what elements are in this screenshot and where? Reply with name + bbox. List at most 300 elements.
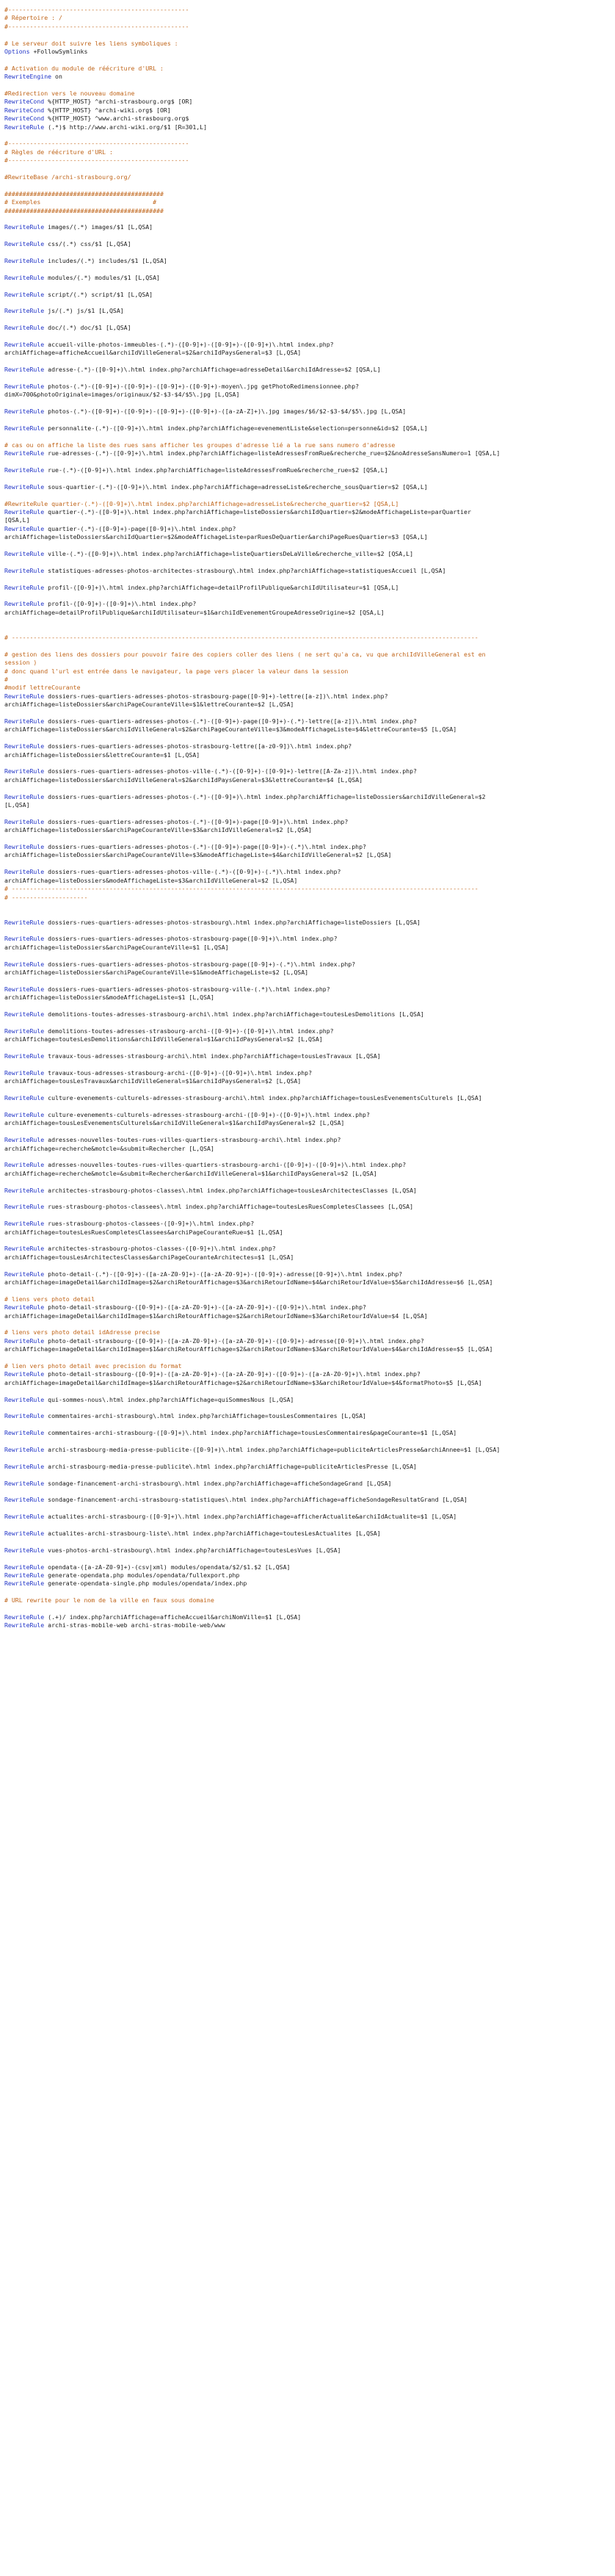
directive-arguments: %{HTTP_HOST} ^archi-wiki.org$ [OR] [44, 106, 171, 114]
continuation-line [4, 1145, 615, 1153]
directive-keyword: RewriteRule [4, 1052, 45, 1060]
directive-keyword: RewriteRule [4, 1580, 45, 1588]
comment-line [4, 156, 615, 164]
directive-keyword: RewriteRule [4, 550, 45, 558]
directive-line [4, 508, 615, 516]
directive-arguments: images/(.*) images/$1 [L,QSA] [44, 223, 153, 231]
comment-line [4, 173, 615, 181]
continuation-line [4, 851, 615, 859]
comment-line [4, 190, 615, 198]
blank-line [4, 299, 615, 307]
directive-line [4, 1496, 615, 1504]
directive-keyword: RewriteRule [4, 1395, 45, 1403]
directive-line [4, 1613, 615, 1621]
directive-line [4, 1069, 615, 1077]
directive-arguments: (.+)/ index.php?archiAffichage=afficheAccueil&archiNomVille=$1 [L,QSA] [44, 1613, 302, 1621]
blank-line [4, 131, 615, 140]
blank-line [4, 1320, 615, 1328]
continuation-line [4, 1379, 615, 1387]
continuation-line [4, 1253, 615, 1262]
directive-keyword: RewriteRule [4, 1186, 45, 1194]
blank-line [4, 249, 615, 257]
directive-keyword: RewriteRule [4, 1027, 45, 1035]
directive-keyword: RewriteRule [4, 257, 45, 265]
blank-line [4, 1438, 615, 1446]
directive-arguments: rues-strasbourg-photos-classees\.html index.php?archiAffichage=toutesLesRuesCompletesClassees [L,QSA] [44, 1203, 414, 1211]
comment-line [4, 667, 615, 676]
directive-arguments: vues-photos-archi-strasbourg\.html index.php?archiAffichage=toutesLesVues [L,QSA] [44, 1546, 341, 1554]
directive-keyword: RewriteRule [4, 524, 45, 532]
continuation-text: archiAffichage=recherche&motcle=&submit=Rechercher [L,QSA] [4, 1144, 214, 1152]
blank-line [4, 215, 615, 223]
directive-line [4, 73, 615, 81]
directive-keyword: RewriteRule [4, 341, 45, 349]
directive-line [4, 1580, 615, 1588]
comment-line [4, 651, 615, 659]
blank-line [4, 1178, 615, 1186]
directive-keyword: RewriteRule [4, 1161, 45, 1169]
continuation-line [4, 391, 615, 399]
blank-line [4, 1505, 615, 1513]
directive-arguments: commentaires-archi-strasbourg-([0-9]+)\.html index.php?archiAffichage=tousLesCommentaires&pageCourante=$1 [L,QSA] [44, 1429, 457, 1437]
directive-arguments: dossiers-rues-quartiers-adresses-photos-strasbourg-ville-(.*)\.html index.php? [44, 985, 330, 993]
directive-line [4, 935, 615, 943]
blank-line [4, 474, 615, 482]
directive-arguments: %{HTTP_HOST} ^archi-strasbourg.org$ [OR] [44, 98, 193, 106]
directive-keyword: RewriteCond [4, 106, 45, 114]
directive-line [4, 48, 615, 56]
comment-text: # liens vers photo detail idAdresse precise [4, 1328, 160, 1336]
comment-text: # --------------------------------------------------------------------------------------------------------------------------------- [4, 885, 478, 893]
blank-line [4, 809, 615, 817]
directive-line [4, 307, 615, 315]
directive-line [4, 424, 615, 433]
blank-line [4, 1555, 615, 1563]
directive-arguments: adresses-nouvelles-toutes-rues-villes-quartiers-strasbourg-archi-([0-9]+)-([0-9]+)\.html index.php? [44, 1161, 407, 1169]
comment-text: # Exemples # [4, 198, 157, 206]
directive-line [4, 584, 615, 592]
directive-keyword: RewriteRule [4, 1336, 45, 1345]
directive-line [4, 1161, 615, 1169]
directive-keyword: RewriteRule [4, 1094, 45, 1102]
continuation-text: archiAffichage=imageDetail&archiIdImage=$1&archiRetourAffichage=$2&archiRetourIdName=$3&archiRetourIdValue=$4 [L,QSA] [4, 1311, 428, 1320]
comment-text: session ) [4, 659, 37, 667]
directive-line [4, 793, 615, 801]
directive-arguments: dossiers-rues-quartiers-adresses-photos-(.*)-([0-9]+)-page([0-9]+)-(.*)\.html index.php? [44, 843, 366, 851]
directive-line [4, 1027, 615, 1035]
blank-line [4, 927, 615, 935]
continuation-line [4, 826, 615, 834]
blank-line [4, 1061, 615, 1069]
directive-arguments: culture-evenements-culturels-adresses-strasbourg-archi\.html index.php?archiAffichage=tousLesEvenementsCulturels [L,QSA] [44, 1094, 482, 1102]
directive-keyword: RewriteRule [4, 935, 45, 943]
directive-arguments: archi-strasbourg-media-presse-publicite\.html index.php?archiAffichage=publiciteArticlesPresse [L,QSA] [44, 1462, 417, 1470]
directive-keyword: RewriteRule [4, 717, 45, 726]
directive-line [4, 717, 615, 726]
blank-line [4, 575, 615, 583]
comment-text: # URL rewrite pour le nom de la ville en faux sous domaine [4, 1596, 214, 1604]
continuation-text: archiAffichage=afficheAccueil&archiIdVilleGeneral=$2&archiIdPaysGeneral=$3 [L,QSA] [4, 349, 302, 357]
directive-line [4, 1480, 615, 1488]
blank-line [4, 491, 615, 499]
directive-keyword: RewriteRule [4, 1621, 45, 1629]
comment-line [4, 1295, 615, 1303]
directive-keyword: RewriteRule [4, 1462, 45, 1470]
directive-keyword: RewriteRule [4, 424, 45, 433]
blank-line [4, 1287, 615, 1295]
directive-line [4, 818, 615, 826]
directive-keyword: RewriteRule [4, 1245, 45, 1253]
directive-keyword: RewriteRule [4, 1529, 45, 1537]
directive-arguments: quartier-(.*)-([0-9]+)-page([0-9]+)\.html index.php? [44, 524, 236, 532]
directive-keyword: RewriteRule [4, 985, 45, 993]
continuation-line [4, 533, 615, 541]
directive-keyword: RewriteRule [4, 583, 45, 591]
directive-line [4, 408, 615, 416]
comment-text: #Redirection vers le nouveau domaine [4, 90, 135, 98]
directive-line [4, 692, 615, 701]
directive-keyword: RewriteRule [4, 692, 45, 700]
directive-arguments: archi-stras-mobile-web archi-stras-mobile-web/www [44, 1621, 225, 1629]
blank-line [4, 1387, 615, 1395]
comment-line [4, 40, 615, 48]
continuation-text: archiAffichage=imageDetail&archiIdImage=$1&archiRetourAffichage=$2&archiRetourIdName=$3&archiRetourIdValue=$4&archiIdAdresse=$5 [L,QSA] [4, 1345, 493, 1353]
blank-line [4, 642, 615, 650]
comment-text: # [4, 676, 8, 684]
directive-keyword: RewriteRule [4, 123, 45, 131]
blank-line [4, 617, 615, 625]
directive-arguments: dossiers-rues-quartiers-adresses-photos-(.*)-([0-9]+)\.html index.php?archiAffichage=listeDossiers&archiIdVilleGeneral=$2 [44, 792, 486, 800]
blank-line [4, 232, 615, 240]
blank-line [4, 56, 615, 64]
directive-line [4, 1010, 615, 1019]
directive-arguments: opendata-([a-zA-Z0-9]+)-(csv|xml) modules/opendata/$2/$1.$2 [L,QSA] [44, 1563, 291, 1571]
continuation-text: archiAffichage=listeDossiers&modeAffichageListe=$1 [L,QSA] [4, 994, 214, 1002]
continuation-line [4, 776, 615, 784]
continuation-line [4, 349, 615, 357]
directive-line [4, 366, 615, 374]
blank-line [4, 416, 615, 424]
blank-line [4, 358, 615, 366]
comment-text: #RewriteBase /archi-strasbourg.org/ [4, 173, 131, 181]
blank-line [4, 31, 615, 39]
continuation-text: archiAffichage=listeDossiers&archiPageCouranteVille=$1&modeAffichageListe=$2 [L,QSA] [4, 969, 309, 977]
continuation-line [4, 1119, 615, 1127]
directive-line [4, 868, 615, 876]
blank-line [4, 709, 615, 717]
directive-keyword: RewriteRule [4, 307, 45, 315]
directive-line [4, 341, 615, 349]
continuation-text: archiAffichage=tousLesTravaux&archiIdVilleGeneral=$1&archiIdPaysGeneral=$2 [L,QSA] [4, 1077, 302, 1085]
directive-keyword: RewriteRule [4, 1270, 45, 1278]
directive-arguments: rue-(.*)-([0-9]+)\.html index.php?archiAffichage=listeAdressesFromRue&recherche_rue=$2 [QSA,L] [44, 466, 388, 474]
comment-text: # lien vers photo detail avec precision du format [4, 1361, 182, 1370]
directive-arguments: dossiers-rues-quartiers-adresses-photos-strasbourg\.html index.php?archiAffichage=listeDossiers [L,QSA] [44, 918, 421, 926]
directive-arguments: css/(.*) css/$1 [L,QSA] [44, 240, 131, 248]
directive-arguments: js/(.*) js/$1 [L,QSA] [44, 307, 124, 315]
blank-line [4, 1212, 615, 1220]
directive-keyword: RewriteRule [4, 1220, 45, 1228]
directive-line [4, 449, 615, 457]
directive-arguments: %{HTTP_HOST} ^www.archi-strasbourg.org$ [44, 115, 189, 123]
comment-text: ############################################ [4, 189, 164, 198]
directive-keyword: RewriteRule [4, 408, 45, 416]
directive-arguments: photos-(.*)-([0-9]+)-([0-9]+)-([0-9]+)-([0-9]+)-moyen\.jpg getPhotoRedimensionnee.php? [44, 383, 360, 391]
directive-arguments: qui-sommes-nous\.html index.php?archiAffichage=quiSommesNous [L,QSA] [44, 1395, 294, 1403]
continuation-text: archiAffichage=listeDossiers&archiIdQuartier=$2&modeAffichageListe=parRuesDeQuartier&archiPageRuesQuartier=$3 [QSA,L] [4, 533, 428, 541]
directive-line [4, 1245, 615, 1253]
directive-line [4, 1094, 615, 1102]
directive-keyword: RewriteRule [4, 383, 45, 391]
directive-arguments: profil-([0-9]+)-([0-9]+)\.html index.php? [44, 600, 197, 608]
directive-keyword: RewriteRule [4, 1479, 45, 1487]
continuation-text: archiAffichage=imageDetail&archiIdImage=$1&archiRetourAffichage=$2&archiRetourIdName=$3&archiRetourIdValue=$4&formatPhoto=$5 [L,QSA] [4, 1378, 482, 1386]
blank-line [4, 1488, 615, 1496]
blank-line [4, 399, 615, 408]
directive-keyword: RewriteRule [4, 1303, 45, 1311]
blank-line [4, 558, 615, 566]
directive-keyword: RewriteEngine [4, 73, 52, 81]
comment-line [4, 148, 615, 156]
directive-keyword: RewriteRule [4, 1136, 45, 1144]
comment-line [4, 1362, 615, 1370]
directive-line [4, 742, 615, 750]
directive-keyword: RewriteRule [4, 792, 45, 800]
directive-keyword: RewriteRule [4, 566, 45, 574]
directive-arguments: sondage-financement-archi-strasbourg\.html index.php?archiAffichage=afficheSondageGrand [L,QSA] [44, 1479, 392, 1487]
directive-arguments: travaux-tous-adresses-strasbourg-archi-([0-9]+)-([0-9]+)\.html index.php? [44, 1068, 313, 1077]
comment-text: # Activation du module de réécriture d'URL : [4, 64, 164, 72]
continuation-text: archiAffichage=listeDossiers&lettreCourante=$1 [L,QSA] [4, 750, 200, 759]
directive-line [4, 1203, 615, 1211]
directive-keyword: RewriteRule [4, 1546, 45, 1554]
continuation-text: archiAffichage=listeDossiers&archiPageCouranteVille=$1 [L,QSA] [4, 943, 229, 951]
directive-keyword: RewriteRule [4, 223, 45, 231]
directive-line [4, 1546, 615, 1555]
directive-keyword: RewriteRule [4, 482, 45, 491]
directive-line [4, 985, 615, 994]
continuation-text: archiAffichage=tousLesArchitectesClasses&archiPageCouranteArchitectes=$1 [L,QSA] [4, 1253, 294, 1261]
continuation-line [4, 1229, 615, 1237]
blank-line [4, 1019, 615, 1027]
directive-line [4, 1621, 615, 1629]
directive-keyword: RewriteRule [4, 273, 45, 281]
directive-arguments: actualites-archi-strasbourg-([0-9]+)\.html index.php?archiAffichage=afficherActualite&archiIdActualite=$1 [L,QSA] [44, 1513, 457, 1521]
continuation-text: archiAffichage=listeDossiers&archiPageCouranteVille=$3&archiIdVilleGeneral=$2 [L,QSA] [4, 826, 312, 834]
blank-line [4, 542, 615, 550]
directive-arguments: rue-adresses-(.*)-([0-9]+)\.html index.php?archiAffichage=listeAdressesFromRue&recherche_rue=$2&noAdresseSansNumero=1 [QSA,L] [44, 449, 501, 457]
directive-keyword: Options [4, 48, 30, 56]
comment-line [4, 441, 615, 449]
directive-line [4, 1396, 615, 1404]
comment-text: #-------------------------------------------------- [4, 6, 189, 13]
directive-keyword: RewriteRule [4, 1203, 45, 1211]
blank-line [4, 265, 615, 273]
directive-keyword: RewriteRule [4, 1496, 45, 1504]
comment-text: # Répertoire : / [4, 14, 62, 22]
continuation-line [4, 969, 615, 977]
comment-line [4, 14, 615, 22]
comment-text: #RewriteRule quartier-(.*)-([0-9]+)\.html index.php?archiAffichage=adresseListe&recherche_quartier=$2 [QSA,L] [4, 499, 399, 507]
directive-line [4, 257, 615, 265]
blank-line [4, 1522, 615, 1530]
directive-line [4, 123, 615, 131]
comment-text: # --------------------- [4, 893, 88, 901]
comment-text: # cas ou on affiche la liste des rues sans afficher les groupes d'adresse lié a la rue sans numero d'adresse [4, 441, 396, 449]
blank-line [4, 181, 615, 189]
directive-arguments: photo-detail-strasbourg-([0-9]+)-([a-zA-Z0-9]+)-([a-zA-Z0-9]+)-([0-9]+)-adresse([0-9]+)\.html index.php? [44, 1336, 424, 1345]
directive-arguments: dossiers-rues-quartiers-adresses-photos-strasbourg-page([0-9]+)\.html index.php? [44, 935, 338, 943]
directive-arguments: dossiers-rues-quartiers-adresses-photos-ville-(.*)-([0-9]+)-([0-9]+)-lettre([A-Za-z])\.html index.php? [44, 767, 417, 775]
comment-text: # Règles de réécriture d'URL : [4, 148, 113, 156]
blank-line [4, 1195, 615, 1203]
directive-line [4, 1303, 615, 1311]
directive-keyword: RewriteCond [4, 98, 45, 106]
continuation-line [4, 1170, 615, 1178]
directive-line [4, 240, 615, 248]
directive-arguments: photo-detail-strasbourg-([0-9]+)-([a-zA-Z0-9]+)-([a-zA-Z0-9]+)-([0-9]+)\.html index.php? [44, 1303, 366, 1311]
blank-line [4, 902, 615, 910]
blank-line [4, 1588, 615, 1596]
directive-line [4, 767, 615, 775]
blank-line [4, 626, 615, 634]
blank-line [4, 1605, 615, 1613]
directive-arguments: commentaires-archi-strasbourg\.html index.php?archiAffichage=tousLesCommentaires [L,QSA] [44, 1412, 366, 1420]
continuation-text: archiAffichage=listeDossiers&archiIdVilleGeneral=$2&archiPageCouranteVille=$3&modeAffichageListe=$4&lettreCourante=$5 [L,QSA] [4, 726, 457, 734]
directive-line [4, 383, 615, 391]
directive-line [4, 115, 615, 123]
directive-line [4, 525, 615, 533]
blank-line [4, 1044, 615, 1052]
comment-text: #-------------------------------------------------- [4, 22, 189, 30]
blank-line [4, 1538, 615, 1546]
blank-line [4, 835, 615, 843]
directive-arguments: (.*)$ http://www.archi-wiki.org/$1 [R=301,L] [44, 123, 208, 131]
directive-arguments: travaux-tous-adresses-strasbourg-archi\.html index.php?archiAffichage=tousLesTravaux [L,QSA] [44, 1052, 381, 1060]
blank-line [4, 433, 615, 441]
directive-arguments: dossiers-rues-quartiers-adresses-photos-strasbourg-page([0-9]+)-(.*)\.html index.php? [44, 960, 356, 968]
comment-line [4, 894, 615, 902]
directive-keyword: RewriteRule [4, 508, 45, 516]
continuation-line [4, 994, 615, 1002]
comment-line [4, 885, 615, 893]
blank-line [4, 1421, 615, 1429]
directive-arguments: photo-detail-(.*)-([0-9]+)-([a-zA-Z0-9]+)-([a-zA-Z0-9]+)-([0-9]+)-adresse([0-9]+)\.html index.php? [44, 1270, 403, 1278]
continuation-line [4, 516, 615, 524]
continuation-text: archiAffichage=toutesLesRuesCompletesClassees&archiPageCouranteRue=$1 [L,QSA] [4, 1228, 283, 1236]
blank-line [4, 1153, 615, 1161]
comment-line [4, 634, 615, 642]
blank-line [4, 1002, 615, 1010]
comment-line [4, 1328, 615, 1336]
continuation-line [4, 1312, 615, 1320]
directive-arguments: architectes-strasbourg-photos-classes-([0-9]+)\.html index.php? [44, 1245, 276, 1253]
comment-line [4, 1596, 615, 1604]
directive-arguments: actualites-archi-strasbourg-liste\.html index.php?archiAffichage=toutesLesActualites [L,QSA] [44, 1529, 381, 1537]
directive-keyword: RewriteRule [4, 1429, 45, 1437]
directive-keyword: RewriteRule [4, 466, 45, 474]
comment-text: ############################################ [4, 206, 164, 214]
directive-keyword: RewriteRule [4, 817, 45, 825]
continuation-text: archiAffichage=recherche&motcle=&submit=Rechercher&archiIdVilleGeneral=$1&archiIdPaysGeneral=$2 [L,QSA] [4, 1169, 377, 1177]
continuation-line [4, 877, 615, 885]
directive-keyword: RewriteRule [4, 1068, 45, 1077]
directive-keyword: RewriteRule [4, 240, 45, 248]
directive-arguments: on [51, 73, 62, 81]
directive-keyword: RewriteRule [4, 1613, 45, 1621]
continuation-line [4, 701, 615, 709]
comment-text: # --------------------------------------------------------------------------------------------------------------------------------- [4, 634, 478, 642]
directive-line [4, 324, 615, 332]
directive-arguments: demolitions-toutes-adresses-strasbourg-archi-([0-9]+)-([0-9]+)\.html index.php? [44, 1027, 334, 1035]
continuation-line [4, 1077, 615, 1085]
comment-line [4, 90, 615, 98]
directive-arguments: rues-strasbourg-photos-classees-([0-9]+)\.html index.php? [44, 1220, 255, 1228]
directive-line [4, 1270, 615, 1278]
directive-keyword: RewriteRule [4, 1445, 45, 1453]
directive-keyword: RewriteRule [4, 449, 45, 457]
comment-text: #-------------------------------------------------- [4, 140, 189, 148]
directive-line [4, 1530, 615, 1538]
continuation-text: archiAffichage=listeDossiers&modeAffichageListe=$3&archiIdVilleGeneral=$2 [L,QSA] [4, 876, 298, 884]
directive-line [4, 1370, 615, 1378]
blank-line [4, 1086, 615, 1094]
continuation-line [4, 1345, 615, 1353]
directive-keyword: RewriteRule [4, 843, 45, 851]
directive-keyword: RewriteRule [4, 1513, 45, 1521]
directive-line [4, 960, 615, 969]
comment-line [4, 23, 615, 31]
comment-line [4, 684, 615, 692]
directive-line [4, 1446, 615, 1454]
directive-keyword: RewriteRule [4, 1412, 45, 1420]
directive-keyword: RewriteRule [4, 1571, 45, 1579]
continuation-line [4, 1035, 615, 1043]
blank-line [4, 952, 615, 960]
directive-arguments: script/(.*) script/$1 [L,QSA] [44, 290, 153, 298]
comment-text: #modif lettreCourante [4, 684, 81, 692]
directive-line [4, 1463, 615, 1471]
directive-line [4, 1563, 615, 1571]
directive-line [4, 567, 615, 575]
continuation-line [4, 944, 615, 952]
comment-text: # Le serveur doit suivre les liens symboliques : [4, 39, 178, 47]
continuation-text: [L,QSA] [4, 801, 30, 809]
directive-keyword: RewriteCond [4, 115, 45, 123]
directive-keyword: RewriteRule [4, 1010, 45, 1019]
comment-line [4, 659, 615, 667]
directive-keyword: RewriteRule [4, 366, 45, 374]
directive-line [4, 1429, 615, 1437]
directive-arguments: dossiers-rues-quartiers-adresses-photos-strasbourg-page([0-9]+)-lettre([a-z])\.html index.php? [44, 692, 388, 700]
blank-line [4, 333, 615, 341]
directive-keyword: RewriteRule [4, 1370, 45, 1378]
directive-arguments: doc/(.*) doc/$1 [L,QSA] [44, 324, 131, 332]
directive-keyword: RewriteRule [4, 1110, 45, 1118]
directive-arguments: statistiques-adresses-photos-architectes-strasbourg\.html index.php?archiAffichage=statistiquesAccueil [L,QSA] [44, 566, 446, 574]
comment-line [4, 207, 615, 215]
directive-line [4, 1187, 615, 1195]
comment-text: #-------------------------------------------------- [4, 156, 189, 164]
directive-keyword: RewriteRule [4, 324, 45, 332]
comment-text: # gestion des liens des dossiers pour pouvoir faire des copiers coller des liens ( ne sert qu'a ca, vu que archiIdVilleGeneral est en [4, 650, 486, 658]
directive-keyword: RewriteRule [4, 767, 45, 775]
directive-arguments: dossiers-rues-quartiers-adresses-photos-ville-(.*)-([0-9]+)-(.*)\.html index.php? [44, 868, 341, 876]
directive-keyword: RewriteRule [4, 290, 45, 298]
directive-line [4, 550, 615, 558]
continuation-line [4, 751, 615, 759]
blank-line [4, 592, 615, 600]
